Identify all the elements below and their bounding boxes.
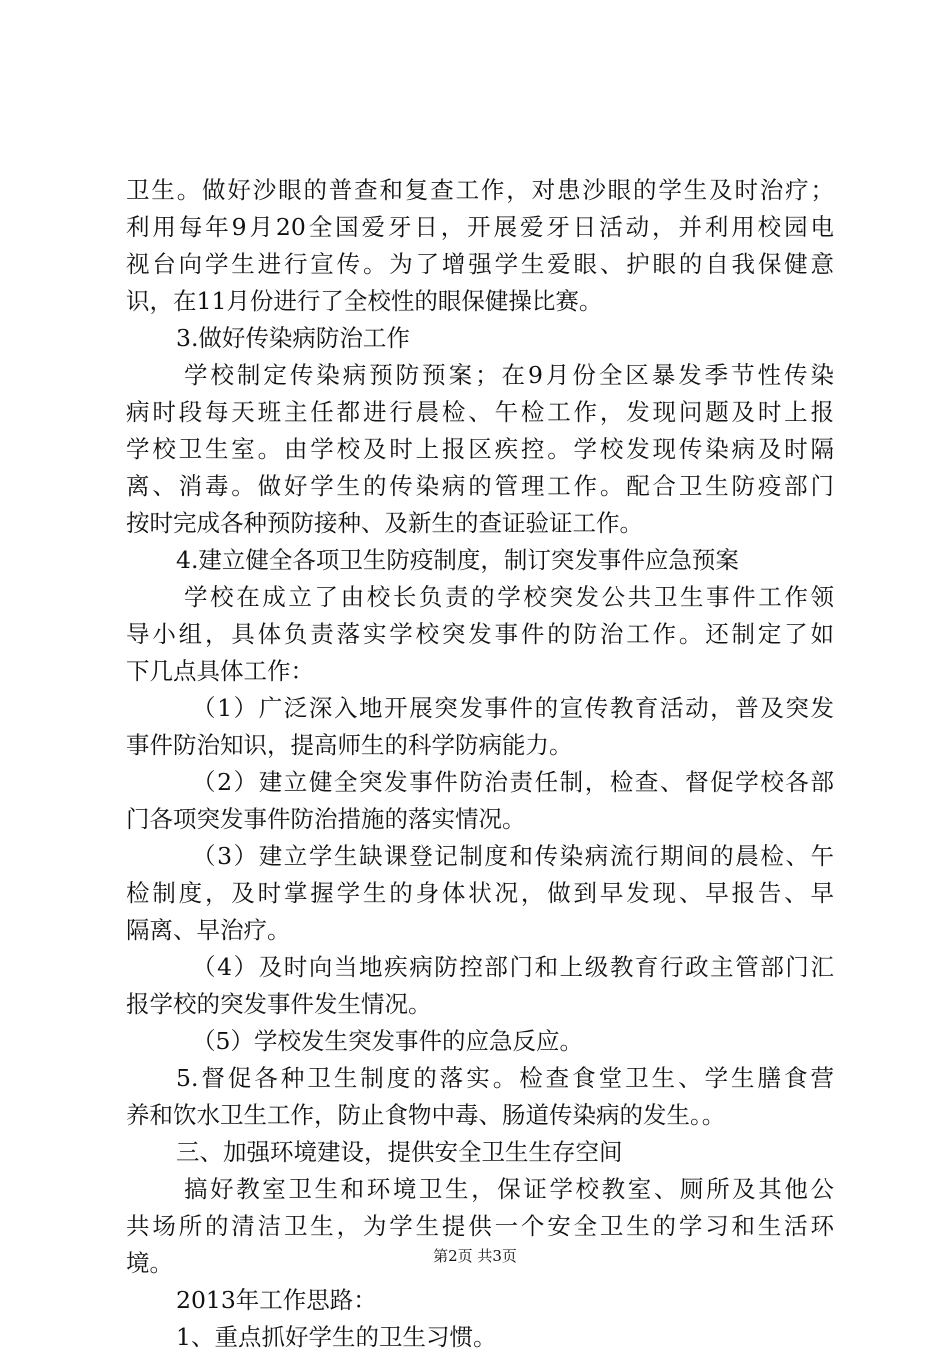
text-line: 门各项突发事件防治措施的落实情况。 [126, 805, 526, 833]
text-line: 养和饮水卫生工作，防止食物中毒、肠道传染病的发生。。 [126, 1101, 726, 1129]
text-line: 识，在11月份进行了全校性的眼保健操比赛。 [126, 287, 603, 315]
text-line: 2013年工作思路： [176, 1286, 377, 1314]
text-line: 三、加强环境建设，提供安全卫生生存空间 [176, 1138, 623, 1166]
text-line: （4）及时向当地疾病防控部门和上级教育行政主管部门汇 [192, 953, 834, 981]
text-line: 3.做好传染病防治工作 [176, 324, 410, 352]
text-line: 学校在成立了由校长负责的学校突发公共卫生事件工作领 [184, 583, 834, 611]
text-line: 学校卫生室。由学校及时上报区疾控。学校发现传染病及时隔 [126, 435, 834, 463]
text-line: 利用每年9月20全国爱牙日，开展爱牙日活动，并利用校园电 [126, 213, 834, 241]
text-line: 离、消毒。做好学生的传染病的管理工作。配合卫生防疫部门 [126, 472, 834, 500]
text-line: 病时段每天班主任都进行晨检、午检工作，发现问题及时上报 [126, 398, 834, 426]
page-footer: 第2页 共3页 [433, 1247, 517, 1265]
text-line: 共场所的清洁卫生，为学生提供一个安全卫生的学习和生活环 [126, 1212, 834, 1240]
text-line: 4.建立健全各项卫生防疫制度，制订突发事件应急预案 [176, 546, 739, 574]
text-line: （2）建立健全突发事件防治责任制，检查、督促学校各部 [192, 768, 834, 796]
text-line: 1、重点抓好学生的卫生习惯。 [176, 1323, 497, 1351]
text-line: 检制度，及时掌握学生的身体状况，做到早发现、早报告、早 [126, 879, 834, 907]
text-line: 按时完成各种预防接种、及新生的查证验证工作。 [126, 509, 643, 537]
document-body [126, 172, 834, 1356]
text-line: 5.督促各种卫生制度的落实。检查食堂卫生、学生膳食营 [176, 1064, 834, 1092]
text-line: （5）学校发生突发事件的应急反应。 [192, 1027, 583, 1055]
text-line: （3）建立学生缺课登记制度和传染病流行期间的晨检、午 [192, 842, 834, 870]
text-line: 导小组，具体负责落实学校突发事件的防治工作。还制定了如 [126, 620, 834, 648]
text-line: （1）广泛深入地开展突发事件的宣传教育活动，普及突发 [192, 694, 834, 722]
text-line: 隔离、早治疗。 [126, 916, 291, 944]
text-line: 下几点具体工作： [126, 657, 314, 685]
text-line: 学校制定传染病预防预案；在9月份全区暴发季节性传染 [184, 361, 834, 389]
text-line: 境。 [126, 1249, 173, 1277]
text-line: 卫生。做好沙眼的普查和复查工作，对患沙眼的学生及时治疗； [126, 176, 834, 204]
text-line: 事件防治知识，提高师生的科学防病能力。 [126, 731, 573, 759]
text-line: 视台向学生进行宣传。为了增强学生爱眼、护眼的自我保健意 [126, 250, 834, 278]
text-line: 搞好教室卫生和环境卫生，保证学校教室、厕所及其他公 [184, 1175, 834, 1203]
text-line: 报学校的突发事件发生情况。 [126, 990, 432, 1018]
